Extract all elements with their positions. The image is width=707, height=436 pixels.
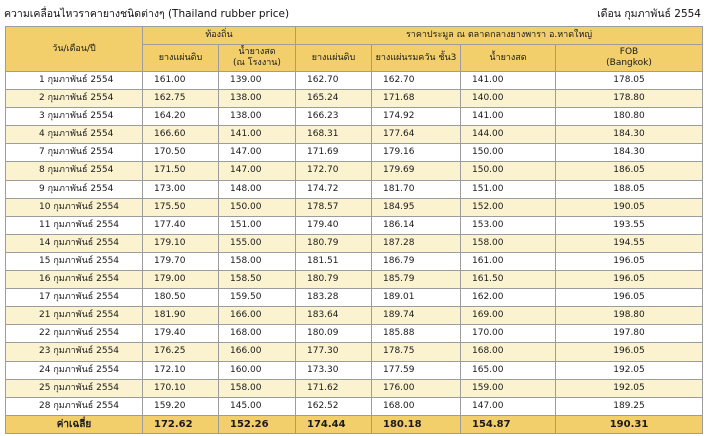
- price-cell: 184.95: [372, 198, 461, 216]
- table-row: [6, 198, 703, 216]
- header-row-groups: [6, 27, 703, 45]
- price-cell: 185.79: [372, 271, 461, 289]
- page-title: ความเคลื่อนไหวราคายางชนิดต่างๆ (Thailand rubber price): [4, 8, 290, 20]
- price-cell: 169.00: [461, 307, 556, 325]
- table-row: [6, 325, 703, 343]
- date-cell: 23 กุมภาพันธ์ 2554: [6, 343, 143, 361]
- table-row: [6, 252, 703, 270]
- price-cell: 181.70: [372, 180, 461, 198]
- table-row: [6, 379, 703, 397]
- price-cell: 192.05: [556, 379, 703, 397]
- price-cell: 147.00: [219, 144, 296, 162]
- table-row: [6, 361, 703, 379]
- price-cell: 177.64: [372, 126, 461, 144]
- header-local-group: ท้องถิ่น: [143, 27, 296, 45]
- price-cell: 161.00: [461, 252, 556, 270]
- price-cell: 179.10: [143, 234, 219, 252]
- price-cell: 180.50: [143, 289, 219, 307]
- date-cell: 17 กุมภาพันธ์ 2554: [6, 289, 143, 307]
- price-cell: 168.00: [372, 397, 461, 415]
- header-market-smoked: ยางแผ่นรมควัน ชั้น3: [372, 45, 461, 72]
- header-market-group: ราคาประมูล ณ ตลาดกลางยางพารา อ.หาดใหญ่: [296, 27, 703, 45]
- average-cell: 152.26: [219, 415, 296, 433]
- price-cell: 166.00: [219, 343, 296, 361]
- price-cell: 171.62: [296, 379, 372, 397]
- date-cell: 1 กุมภาพันธ์ 2554: [6, 72, 143, 90]
- average-cell: 180.18: [372, 415, 461, 433]
- date-cell: 14 กุมภาพันธ์ 2554: [6, 234, 143, 252]
- price-cell: 162.00: [461, 289, 556, 307]
- price-cell: 138.00: [219, 90, 296, 108]
- price-cell: 173.00: [143, 180, 219, 198]
- rubber-price-table: [5, 26, 703, 434]
- price-cell: 196.05: [556, 343, 703, 361]
- table-row: [6, 126, 703, 144]
- price-cell: 168.31: [296, 126, 372, 144]
- price-cell: 185.88: [372, 325, 461, 343]
- price-cell: 145.00: [219, 397, 296, 415]
- price-cell: 171.50: [143, 162, 219, 180]
- price-cell: 172.70: [296, 162, 372, 180]
- date-cell: 8 กุมภาพันธ์ 2554: [6, 162, 143, 180]
- price-cell: 171.68: [372, 90, 461, 108]
- price-cell: 168.00: [219, 325, 296, 343]
- price-cell: 196.05: [556, 252, 703, 270]
- header-fob: [556, 45, 703, 72]
- price-cell: 170.10: [143, 379, 219, 397]
- price-cell: 173.30: [296, 361, 372, 379]
- header-fob-line1: FOB: [619, 47, 639, 57]
- price-cell: 188.05: [556, 180, 703, 198]
- price-cell: 180.79: [296, 234, 372, 252]
- price-cell: 194.55: [556, 234, 703, 252]
- header-local-latex-line2: (ณ โรงงาน): [233, 58, 281, 68]
- price-cell: 198.80: [556, 307, 703, 325]
- price-cell: 179.00: [143, 271, 219, 289]
- average-cell: 172.62: [143, 415, 219, 433]
- price-cell: 178.05: [556, 72, 703, 90]
- price-cell: 184.30: [556, 126, 703, 144]
- date-cell: 22 กุมภาพันธ์ 2554: [6, 325, 143, 343]
- price-cell: 151.00: [461, 180, 556, 198]
- price-cell: 162.70: [372, 72, 461, 90]
- date-cell: 16 กุมภาพันธ์ 2554: [6, 271, 143, 289]
- date-cell: 25 กุมภาพันธ์ 2554: [6, 379, 143, 397]
- date-cell: 2 กุมภาพันธ์ 2554: [6, 90, 143, 108]
- table-row: [6, 216, 703, 234]
- price-cell: 158.00: [219, 252, 296, 270]
- table-row: [6, 162, 703, 180]
- price-cell: 144.00: [461, 126, 556, 144]
- price-cell: 150.00: [461, 162, 556, 180]
- price-cell: 140.00: [461, 90, 556, 108]
- price-cell: 164.20: [143, 108, 219, 126]
- price-cell: 162.75: [143, 90, 219, 108]
- date-cell: 9 กุมภาพันธ์ 2554: [6, 180, 143, 198]
- price-cell: 166.23: [296, 108, 372, 126]
- price-cell: 179.70: [143, 252, 219, 270]
- header-fob-line2: (Bangkok): [606, 58, 652, 68]
- month-label: เดือน กุมภาพันธ์ 2554: [597, 8, 701, 20]
- price-cell: 159.50: [219, 289, 296, 307]
- price-cell: 177.30: [296, 343, 372, 361]
- price-cell: 179.40: [143, 325, 219, 343]
- price-cell: 153.00: [461, 216, 556, 234]
- header-market-latex: น้ำยางสด: [461, 45, 556, 72]
- header-local-sheet: ยางแผ่นดิบ: [143, 45, 219, 72]
- price-cell: 161.00: [143, 72, 219, 90]
- price-cell: 172.10: [143, 361, 219, 379]
- header-date: วัน/เดือน/ปี: [6, 27, 143, 72]
- price-cell: 174.92: [372, 108, 461, 126]
- price-cell: 196.05: [556, 289, 703, 307]
- price-cell: 192.05: [556, 361, 703, 379]
- price-cell: 187.28: [372, 234, 461, 252]
- price-cell: 141.00: [461, 108, 556, 126]
- price-cell: 180.80: [556, 108, 703, 126]
- price-cell: 186.79: [372, 252, 461, 270]
- price-cell: 176.00: [372, 379, 461, 397]
- table-row: [6, 343, 703, 361]
- price-cell: 147.00: [461, 397, 556, 415]
- price-cell: 155.00: [219, 234, 296, 252]
- price-cell: 166.60: [143, 126, 219, 144]
- price-cell: 168.00: [461, 343, 556, 361]
- price-cell: 184.30: [556, 144, 703, 162]
- price-cell: 178.80: [556, 90, 703, 108]
- table-body: [6, 72, 703, 416]
- price-cell: 170.00: [461, 325, 556, 343]
- price-cell: 160.00: [219, 361, 296, 379]
- price-cell: 158.00: [461, 234, 556, 252]
- price-cell: 162.70: [296, 72, 372, 90]
- price-cell: 183.64: [296, 307, 372, 325]
- price-cell: 179.69: [372, 162, 461, 180]
- price-cell: 181.51: [296, 252, 372, 270]
- price-cell: 166.00: [219, 307, 296, 325]
- price-cell: 193.55: [556, 216, 703, 234]
- price-cell: 189.25: [556, 397, 703, 415]
- date-cell: 11 กุมภาพันธ์ 2554: [6, 216, 143, 234]
- header-market-sheet: ยางแผ่นดิบ: [296, 45, 372, 72]
- price-cell: 165.00: [461, 361, 556, 379]
- table-row: [6, 271, 703, 289]
- header-local-latex: [219, 45, 296, 72]
- price-cell: 171.69: [296, 144, 372, 162]
- average-row: [6, 415, 703, 433]
- average-cell: 154.87: [461, 415, 556, 433]
- date-cell: 3 กุมภาพันธ์ 2554: [6, 108, 143, 126]
- table-row: [6, 144, 703, 162]
- table-row: [6, 72, 703, 90]
- price-cell: 141.00: [219, 126, 296, 144]
- price-cell: 170.50: [143, 144, 219, 162]
- table-row: [6, 234, 703, 252]
- price-cell: 179.16: [372, 144, 461, 162]
- table-row: [6, 108, 703, 126]
- price-cell: 158.50: [219, 271, 296, 289]
- price-cell: 179.40: [296, 216, 372, 234]
- price-cell: 186.14: [372, 216, 461, 234]
- price-cell: 175.50: [143, 198, 219, 216]
- price-cell: 196.05: [556, 271, 703, 289]
- price-cell: 177.59: [372, 361, 461, 379]
- price-cell: 180.79: [296, 271, 372, 289]
- date-cell: 28 กุมภาพันธ์ 2554: [6, 397, 143, 415]
- price-cell: 178.75: [372, 343, 461, 361]
- price-cell: 147.00: [219, 162, 296, 180]
- average-cell: 174.44: [296, 415, 372, 433]
- price-cell: 177.40: [143, 216, 219, 234]
- price-cell: 159.00: [461, 379, 556, 397]
- price-cell: 151.00: [219, 216, 296, 234]
- date-cell: 4 กุมภาพันธ์ 2554: [6, 126, 143, 144]
- date-cell: 15 กุมภาพันธ์ 2554: [6, 252, 143, 270]
- price-cell: 158.00: [219, 379, 296, 397]
- price-cell: 183.28: [296, 289, 372, 307]
- price-cell: 189.74: [372, 307, 461, 325]
- average-label: ค่าเฉลี่ย: [6, 415, 143, 433]
- table-row: [6, 180, 703, 198]
- price-cell: 162.52: [296, 397, 372, 415]
- price-cell: 197.80: [556, 325, 703, 343]
- price-cell: 139.00: [219, 72, 296, 90]
- price-cell: 189.01: [372, 289, 461, 307]
- price-cell: 161.50: [461, 271, 556, 289]
- page-header: [0, 0, 707, 26]
- price-cell: 180.09: [296, 325, 372, 343]
- price-cell: 178.57: [296, 198, 372, 216]
- date-cell: 10 กุมภาพันธ์ 2554: [6, 198, 143, 216]
- price-cell: 141.00: [461, 72, 556, 90]
- price-cell: 165.24: [296, 90, 372, 108]
- price-cell: 148.00: [219, 180, 296, 198]
- price-cell: 150.00: [461, 144, 556, 162]
- price-cell: 190.05: [556, 198, 703, 216]
- table-row: [6, 397, 703, 415]
- price-cell: 174.72: [296, 180, 372, 198]
- price-cell: 186.05: [556, 162, 703, 180]
- price-cell: 150.00: [219, 198, 296, 216]
- average-cell: 190.31: [556, 415, 703, 433]
- price-cell: 176.25: [143, 343, 219, 361]
- table-row: [6, 307, 703, 325]
- price-cell: 152.00: [461, 198, 556, 216]
- header-local-latex-line1: น้ำยางสด: [238, 47, 276, 57]
- date-cell: 21 กุมภาพันธ์ 2554: [6, 307, 143, 325]
- table-row: [6, 289, 703, 307]
- date-cell: 7 กุมภาพันธ์ 2554: [6, 144, 143, 162]
- price-cell: 181.90: [143, 307, 219, 325]
- price-cell: 159.20: [143, 397, 219, 415]
- table-row: [6, 90, 703, 108]
- date-cell: 24 กุมภาพันธ์ 2554: [6, 361, 143, 379]
- price-cell: 138.00: [219, 108, 296, 126]
